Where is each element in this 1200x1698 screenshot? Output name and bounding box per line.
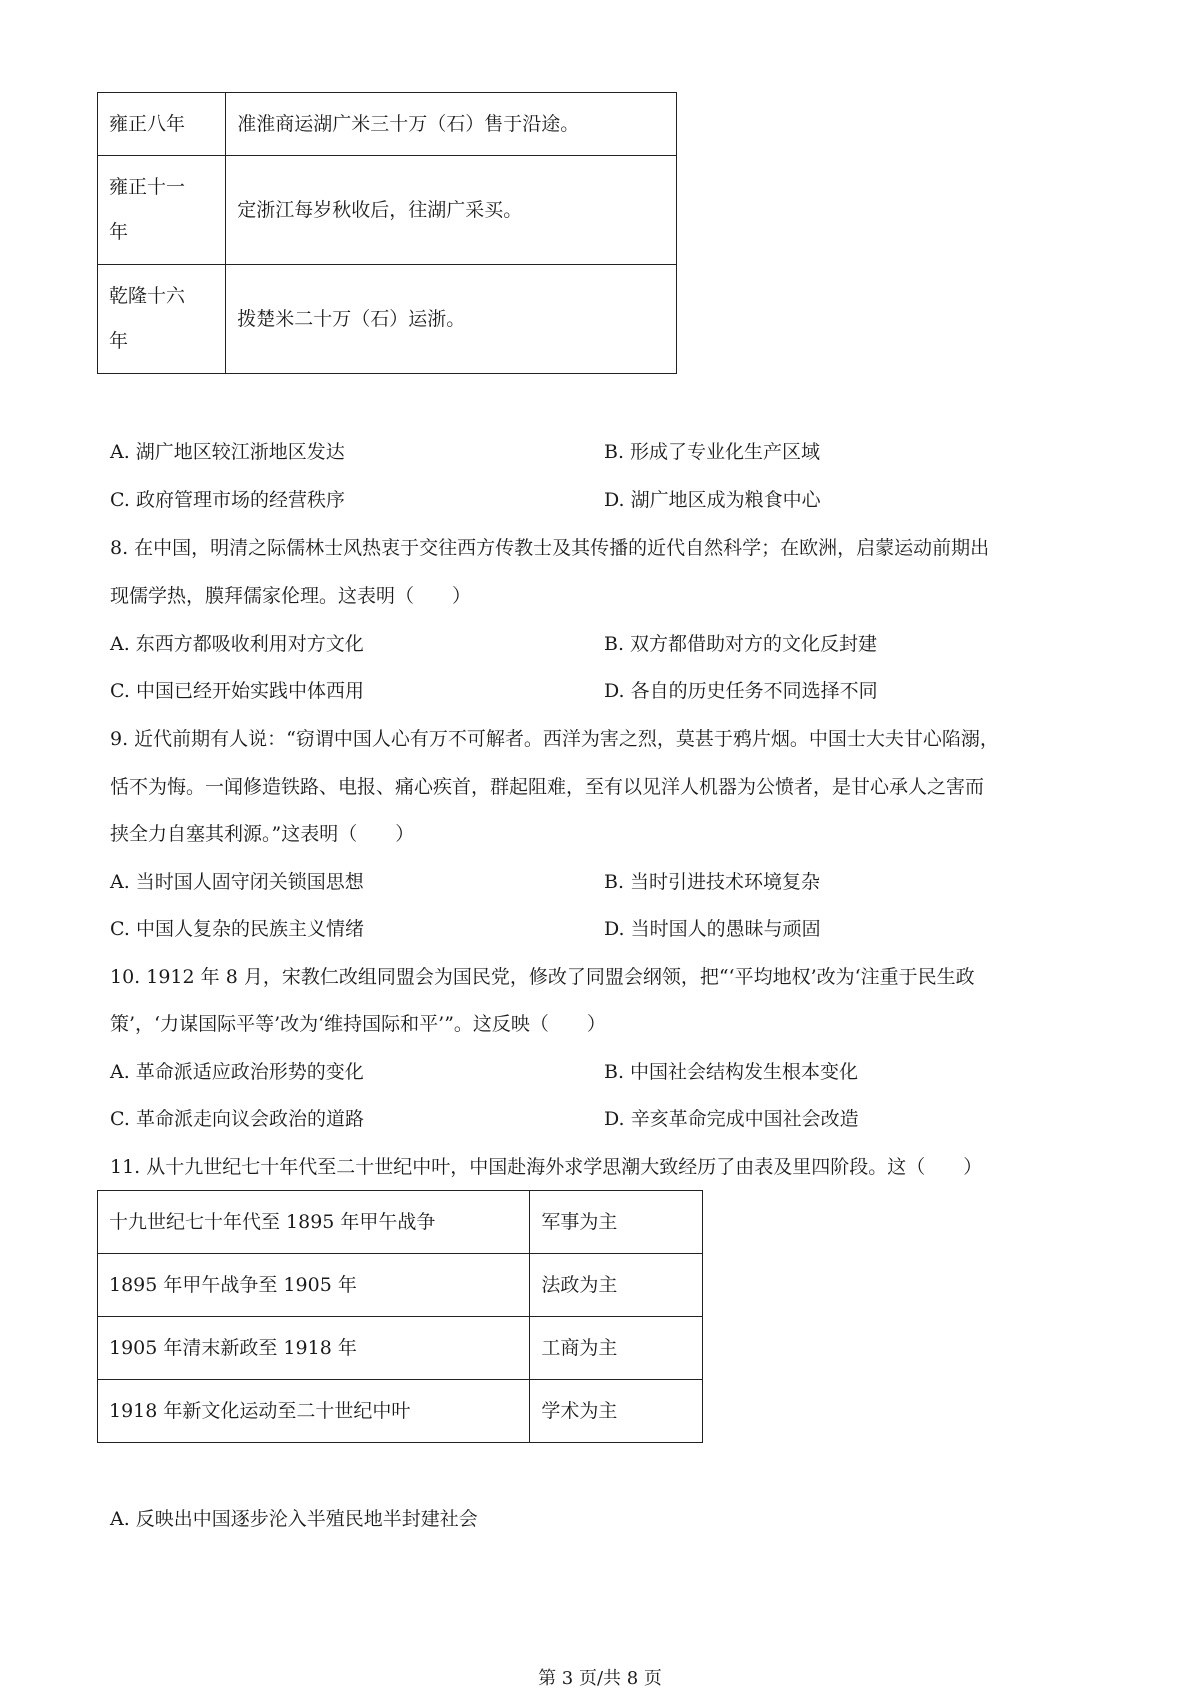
q8-stem-cont: 现儒学热，膜拜儒家伦理。这表明（ ）: [110, 585, 472, 607]
table-row: [98, 265, 677, 374]
q7-option-d: D. 湖广地区成为粮食中心: [604, 489, 821, 511]
q8-option-a: A. 东西方都吸收利用对方文化: [110, 633, 364, 655]
table-cell-content: 定浙江每岁秋收后，往湖广采买。: [226, 156, 677, 265]
q8-option-c: C. 中国已经开始实践中体西用: [110, 680, 364, 702]
table-cell-period: 1905 年清末新政至 1918 年: [98, 1317, 530, 1380]
grain-transport-table: [97, 92, 677, 374]
q10-stem-cont: 策’，‘力谋国际平等’改为‘维持国际和平’”。这反映（ ）: [110, 1013, 606, 1035]
q7-option-a: A. 湖广地区较江浙地区发达: [110, 441, 345, 463]
q7-option-b: B. 形成了专业化生产区域: [604, 441, 821, 463]
table-cell-period: 1895 年甲午战争至 1905 年: [98, 1254, 530, 1317]
table-cell-focus: 法政为主: [530, 1254, 703, 1317]
q8-option-b: B. 双方都借助对方的文化反封建: [604, 633, 878, 655]
year-line: 乾隆十六: [109, 285, 186, 307]
table-row: [98, 1254, 703, 1317]
q8-option-d: D. 各自的历史任务不同选择不同: [604, 680, 878, 702]
table-cell-focus: 工商为主: [530, 1317, 703, 1380]
q10-option-b: B. 中国社会结构发生根本变化: [604, 1061, 859, 1083]
year-line: 年: [109, 330, 129, 352]
q9-option-b: B. 当时引进技术环境复杂: [604, 871, 821, 893]
year-line: 雍正十一: [109, 176, 186, 198]
table-cell-period: 1918 年新文化运动至二十世纪中叶: [98, 1380, 530, 1443]
q9-option-d: D. 当时国人的愚昧与顽固: [604, 918, 821, 940]
q9-stem: 9. 近代前期有人说：“窃谓中国人心有万不可解者。西洋为害之烈，莫甚于鸦片烟。中国士大夫甘心陷溺，: [110, 728, 999, 750]
q10-option-c: C. 革命派走向议会政治的道路: [110, 1108, 364, 1130]
q7-option-c: C. 政府管理市场的经营秩序: [110, 489, 345, 511]
q11-stem: 11. 从十九世纪七十年代至二十世纪中叶，中国赴海外求学思潮大致经历了由表及里四阶段。这（ ）: [110, 1156, 983, 1178]
table-row: [98, 1317, 703, 1380]
q9-option-a: A. 当时国人固守闭关锁国思想: [110, 871, 364, 893]
q10-option-d: D. 辛亥革命完成中国社会改造: [604, 1108, 859, 1130]
page-footer: 第 3 页/共 8 页: [538, 1668, 662, 1689]
table-row: [98, 1380, 703, 1443]
q9-stem-cont: 挟全力自塞其利源。”这表明（ ）: [110, 823, 415, 845]
q10-option-a: A. 革命派适应政治形势的变化: [110, 1061, 364, 1083]
table-cell-focus: 军事为主: [530, 1191, 703, 1254]
table-cell-year: 雍正八年: [98, 93, 226, 156]
q10-stem: 10. 1912 年 8 月，宋教仁改组同盟会为国民党，修改了同盟会纲领，把“‘平均地权’改为‘注重于民生政: [110, 966, 975, 988]
q9-stem-cont: 恬不为悔。一闻修造铁路、电报、痛心疾首，群起阻难，至有以见洋人机器为公愤者，是甘心承人之害而: [110, 776, 985, 798]
table-cell-year: [98, 265, 226, 374]
study-abroad-table: [97, 1190, 703, 1443]
q8-stem: 8. 在中国，明清之际儒林士风热衷于交往西方传教士及其传播的近代自然科学；在欧洲，启蒙运动前期出: [110, 537, 990, 559]
table-cell-focus: 学术为主: [530, 1380, 703, 1443]
q11-option-a: A. 反映出中国逐步沦入半殖民地半封建社会: [110, 1508, 478, 1530]
table-cell-year: [98, 156, 226, 265]
table-cell-content: 拨楚米二十万（石）运浙。: [226, 265, 677, 374]
year-line: 年: [109, 221, 129, 243]
table-row: [98, 93, 677, 156]
q9-option-c: C. 中国人复杂的民族主义情绪: [110, 918, 364, 940]
table-cell-period: 十九世纪七十年代至 1895 年甲午战争: [98, 1191, 530, 1254]
table-cell-content: 准淮商运湖广米三十万（石）售于沿途。: [226, 93, 677, 156]
table-row: [98, 156, 677, 265]
table-row: [98, 1191, 703, 1254]
